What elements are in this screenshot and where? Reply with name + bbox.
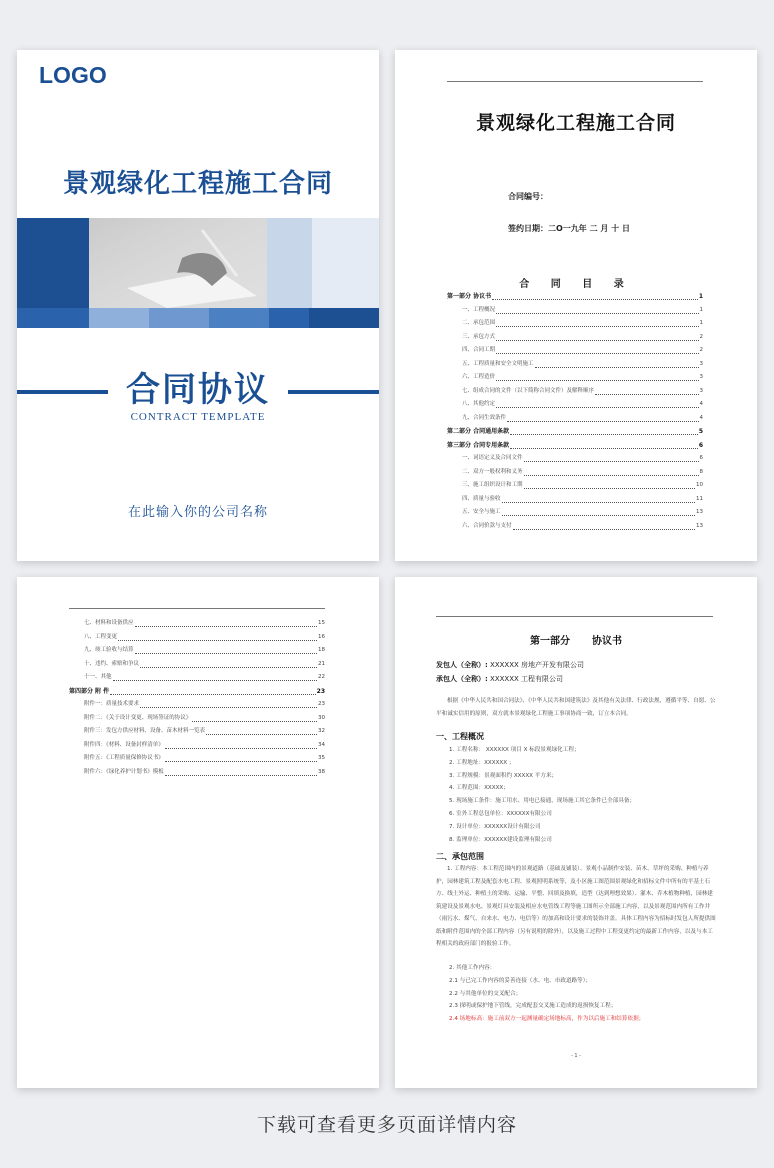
toc-entry[interactable]	[69, 671, 325, 685]
employer-label: 发包人（全称）:	[436, 661, 488, 669]
toc-entry-text: 附件一：质量技术要求	[84, 701, 140, 707]
header-rule	[69, 608, 325, 609]
list-item: 2.2 与其他单位的交叉配合；	[449, 990, 522, 997]
toc-entry[interactable]	[447, 479, 703, 493]
toc-leader	[496, 380, 698, 381]
toc-entry[interactable]	[69, 712, 325, 726]
toc-entry[interactable]	[447, 493, 703, 507]
download-caption: 下载可查看更多页面详情内容	[256, 1114, 517, 1136]
toc-entry-page: 34	[318, 741, 325, 748]
toc-entry[interactable]	[447, 425, 703, 439]
toc-leader	[135, 626, 317, 627]
toc-entry-text: 五、安全与施工	[462, 509, 501, 515]
toc-entry-page: 16	[318, 633, 325, 640]
toc-entry-text: 附件二：《关于设计变更、现场签证的协议》	[84, 714, 192, 721]
list-item: 2. 其他工作内容：	[449, 965, 496, 971]
toc-leader	[524, 461, 699, 462]
toc-entry[interactable]	[447, 317, 703, 331]
toc-entry[interactable]	[447, 412, 703, 426]
toc-leader	[513, 529, 695, 530]
part-number: 第一部分	[530, 636, 570, 647]
toc-entry-page: 30	[318, 714, 325, 721]
toc-entry-page: 35	[318, 755, 325, 761]
toc-entry[interactable]	[69, 644, 325, 658]
toc-entry[interactable]	[69, 766, 325, 780]
toc-entry-page: 13	[696, 509, 703, 515]
toc-entry-text: 九、竣工验收与结算	[84, 647, 134, 653]
toc-entry-text: 三、施工组织设计和工期	[462, 482, 523, 488]
toc-entry[interactable]	[447, 344, 703, 358]
toc-leader	[524, 488, 695, 489]
toc-entry-text: 一、工程概况	[462, 306, 496, 313]
cover-title: 景观绿化工程施工合同	[62, 169, 333, 199]
toc-entry-page: 18	[318, 647, 325, 653]
cover-page	[17, 50, 379, 561]
toc-entry-text: 四、质量与验收	[462, 495, 501, 502]
toc-leader	[140, 707, 317, 708]
toc-entry-text: 七、材料和设备供应	[84, 620, 134, 626]
toc-entry-page: 6	[698, 441, 703, 449]
list-item: 2. 工程地址：XXXXXX ；	[449, 759, 515, 766]
toc-leader	[135, 653, 317, 654]
toc-heading: 合 同 目 录	[519, 279, 633, 290]
agreement-page	[395, 577, 757, 1088]
toc-entry[interactable]	[69, 739, 325, 753]
header-rule	[447, 81, 703, 82]
list-item: 3. 工程规模：景观面积约 XXXXX 平方米；	[449, 772, 558, 779]
toc-entry-page: 11	[696, 495, 703, 502]
list-item: 6. 室外工程总包单位：XXXXXX有限公司	[449, 810, 552, 817]
toc-entry-page: 22	[318, 674, 325, 680]
page-number: - 1 -	[571, 1053, 581, 1059]
cover-subtitle: 合同协议	[126, 370, 270, 410]
toc-entry-page: 6	[699, 455, 703, 461]
toc-leader	[496, 353, 698, 354]
toc-entry-page: 8	[699, 468, 703, 475]
toc-leader	[113, 680, 317, 681]
toc-entry-text: 一、词语定义及合同文件	[462, 455, 523, 461]
contract-number: 合同编号：	[508, 192, 548, 201]
logo: LOGO	[39, 62, 107, 88]
toc-entry-text: 六、工程造价	[462, 374, 496, 380]
toc-entry-page: 3	[699, 374, 703, 380]
toc-entry-text: 五、工程质量和安全文明施工	[462, 360, 534, 367]
toc-entry[interactable]	[69, 698, 325, 712]
toc-entry[interactable]	[447, 439, 703, 453]
toc-entry-page: 10	[696, 482, 703, 488]
toc-leader	[502, 502, 695, 503]
toc-entry[interactable]	[447, 466, 703, 480]
toc-entry[interactable]	[447, 385, 703, 399]
toc-entry[interactable]	[447, 358, 703, 372]
toc-leader	[496, 313, 698, 314]
toc-leader	[502, 515, 695, 516]
toc-entry-page: 3	[699, 360, 703, 367]
toc-entry-text: 七、组成合同的文件（以下简称合同文件）及解释顺序	[462, 387, 595, 394]
scope-items	[449, 962, 644, 1026]
section-heading-overview: 一、工程概况	[436, 732, 484, 741]
list-item: 4. 工程范围：XXXXX；	[449, 785, 509, 792]
cover-english-title: CONTRACT TEMPLATE	[130, 411, 266, 423]
toc-leader	[510, 448, 698, 449]
toc-entry-page: 15	[318, 620, 325, 626]
toc-entry-page: 5	[698, 428, 703, 435]
toc-entry-page: 38	[318, 768, 325, 775]
toc-entry-page: 3	[699, 387, 703, 394]
toc-entry-text: 九、合同生效条件	[462, 414, 507, 421]
toc-entry[interactable]	[69, 658, 325, 672]
toc-entry[interactable]	[447, 371, 703, 385]
toc-leader	[507, 421, 698, 422]
toc-entry-page: 1	[699, 320, 703, 326]
toc-entry[interactable]	[447, 331, 703, 345]
toc-entry[interactable]	[69, 617, 325, 631]
toc-leader	[496, 326, 698, 327]
toc-entry-page: 4	[699, 401, 703, 407]
toc-entry[interactable]	[447, 520, 703, 534]
employer-name: XXXXXX 房地产开发有限公司	[490, 661, 585, 669]
toc-list	[447, 290, 703, 533]
toc-entry-page: 23	[318, 701, 325, 707]
toc-leader	[165, 761, 317, 762]
toc-entry-text: 十、违约、索赔和争议	[84, 660, 140, 667]
toc-entry-text: 四、合同工期	[462, 347, 496, 353]
toc-entry-text: 附件三：发包方供应材料、设备、苗木材料一览表	[84, 728, 206, 734]
toc-entry-text: 八、工程变更	[84, 633, 118, 640]
section-heading-scope: 二、承包范围	[436, 852, 484, 861]
company-name-placeholder: 在此输入你的公司名称	[127, 505, 268, 520]
toc-entry[interactable]	[69, 725, 325, 739]
toc-entry-text: 第二部分 合同通用条款	[447, 428, 510, 435]
toc-leader	[165, 775, 317, 776]
part-name: 协议书	[592, 636, 622, 647]
toc-leader	[140, 667, 317, 668]
toc-entry-text: 第四部分 附 件	[69, 687, 110, 695]
list-item: 5. 现场施工条件：施工用水、用电已接通，现场施工其它条件已全部具备；	[449, 798, 636, 805]
toc-entry-text: 二、双方一般权利和义务	[462, 468, 523, 475]
toc-entry-text: 三、承包方式	[462, 333, 496, 340]
contractor-line	[436, 674, 563, 684]
toc-entry[interactable]	[447, 304, 703, 318]
scope-paragraph: 1. 工程内容：本工程范围内的景观道路（基础及铺装）、景观小品制作安装、苗木、草坪的采购、种植与养护，园林建筑工程及配套水电工程、景观照明系统等，及小区施工图范围景观绿化和招标文件中所有的平基土石方、线土外运、种植土的采购、运输、平整、回填及换填，造型（达到理想效果）、灌木、乔木植物种植，园林建筑建设及景观水电、景观灯具安装及相应水电管线工程等施工图所示全部施工内容，以及景观范围内所有工作井（雨污水、煤气、自来水、电力、电信等）的加高和设计要求的装饰井盖。具体工程内容为招标时发包人所提供图纸和附件范围内的全部工程内容（另有说明的除外），以及施工过程中工程变更约定的最新工作内容，以及与本工程相关的政府部门的报验工作。	[436, 866, 716, 947]
part-title	[395, 632, 757, 647]
toc-entry-page: 21	[318, 660, 325, 667]
overview-items	[449, 744, 635, 846]
cover-banner-image	[17, 218, 379, 328]
intro-paragraph: 根据《中华人民共和国合同法》、《中华人民共和国建筑法》及其他有关法律、行政法规，遵循平等、自愿、公平和诚实信用的原则，双方就本景观绿化工程施工事项协商一致，订立本合同。	[436, 698, 716, 717]
toc-entry-page: 2	[699, 347, 703, 353]
toc-entry-page: 1	[699, 306, 703, 313]
toc-leader	[165, 748, 317, 749]
sign-date: 签约日期：二O一九年 二 月 十 日	[508, 224, 630, 233]
toc-leader	[496, 340, 698, 341]
toc-leader	[510, 434, 698, 435]
list-item: 1. 工程名称： XXXXXX 项目 X 标段景观绿化工程；	[449, 747, 580, 753]
list-item: 2.1 与已完工作内容的妥善连接（水、电、市政道路等）；	[449, 977, 592, 984]
contractor-label: 承包人（全称）:	[436, 675, 488, 683]
list-item: 2.3 探明或保护地下管线，完成配套交叉施工造成的返损恢复工程；	[449, 1003, 617, 1010]
toc-leader	[524, 475, 699, 476]
header-rule	[436, 616, 713, 617]
list-item: 8. 监理单位：XXXXXX建设监理有限公司	[449, 836, 552, 843]
toc-continued-page	[17, 577, 379, 1088]
toc-entry-text: 附件六：《绿化养护计划书》模板	[84, 768, 164, 775]
toc-entry-text: 第三部分 合同专用条款	[447, 441, 510, 449]
toc-leader	[492, 299, 698, 300]
toc-leader	[595, 394, 698, 395]
list-item: 7. 设计单位：XXXXXX设计有限公司	[449, 823, 541, 830]
contractor-name: XXXXXX 工程有限公司	[490, 675, 564, 683]
toc-entry-page: 32	[318, 728, 325, 734]
toc-leader	[110, 694, 315, 695]
toc-leader	[192, 721, 317, 722]
toc-leader	[118, 640, 317, 641]
toc-entry-page: 2	[699, 333, 703, 340]
toc-page	[395, 50, 757, 561]
employer-line	[436, 660, 584, 670]
toc-entry-page: 13	[696, 522, 703, 529]
toc-leader	[535, 367, 699, 368]
toc-leader	[496, 407, 698, 408]
toc-entry-text: 附件四：《材料、设备封样清单》	[84, 741, 164, 748]
toc-entry-text: 十一、其他	[84, 674, 112, 680]
toc-entry-text: 附件五：《工程质量保修协议书》	[84, 755, 164, 761]
toc-leader	[206, 734, 317, 735]
toc-list	[69, 617, 325, 779]
toc-entry[interactable]	[447, 506, 703, 520]
toc-entry[interactable]	[447, 398, 703, 412]
toc-entry-page: 23	[316, 687, 325, 695]
list-item: 2.4 场地标高：施工前双方一起测量确定场地标高，作为以后施工和结算依据；	[449, 1016, 645, 1023]
toc-entry[interactable]	[69, 685, 325, 699]
toc-entry[interactable]	[69, 631, 325, 645]
toc-entry[interactable]	[69, 752, 325, 766]
toc-entry[interactable]	[447, 290, 703, 304]
toc-entry-page: 1	[698, 293, 703, 300]
toc-entry-text: 二、承包范围	[462, 320, 496, 326]
toc-entry[interactable]	[447, 452, 703, 466]
toc-entry-text: 六、合同价款与支付	[462, 522, 512, 529]
doc-title: 景观绿化工程施工合同	[475, 112, 676, 134]
toc-entry-text: 八、其他约定	[462, 401, 496, 407]
toc-entry-text: 第一部分 协议书	[447, 293, 492, 300]
toc-entry-page: 4	[699, 414, 703, 421]
